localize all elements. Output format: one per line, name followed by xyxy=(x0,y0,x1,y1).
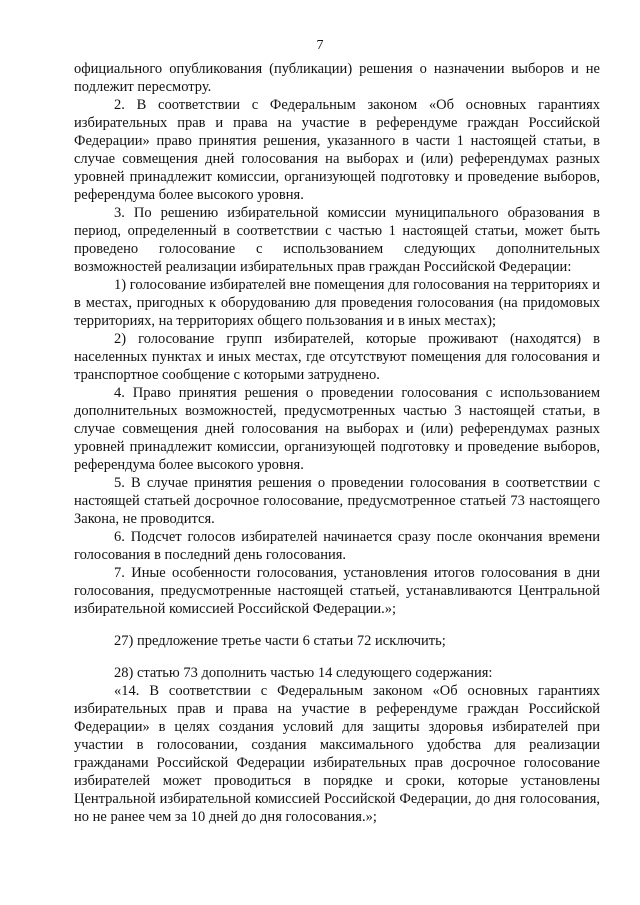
paragraph-amendment-28: 28) статью 73 дополнить частью 14 следующего содержания: xyxy=(114,665,493,681)
paragraph-part-6: 6. Подсчет голосов избирателей начинается сразу после окончания времени голосования в последний день голосования. xyxy=(74,529,600,563)
paragraph-part-4: 4. Право принятия решения о проведении голосования с использованием дополнительных возможностей, предусмотренных частью 3 настоящей статьи, в случае совмещения дней голосования на выборах и (или) референдумах разных уровней принадлежит комиссии, организующей подготовку и проведение выборов, референдума более высокого уровня. xyxy=(74,385,600,473)
paragraph-part-5: 5. В случае принятия решения о проведении голосования в соответствии с настоящей статьей досрочное голосование, предусмотренное статьей 73 настоящего Закона, не проводится. xyxy=(74,475,600,527)
paragraph-part-3: 3. По решению избирательной комиссии муниципального образования в период, определенный в соответствии с частью 1 настоящей статьи, может быть проведено голосование с использованием следующих дополнительных возможностей реализации избирательных прав граждан Российской Федерации: xyxy=(74,205,600,275)
document-body xyxy=(74,60,600,826)
paragraph-part-7: 7. Иные особенности голосования, установления итогов голосования в дни голосования, предусмотренные настоящей статьей, устанавливаются Центральной избирательной комиссией Российской Федерации.»; xyxy=(74,565,600,617)
paragraph-item-1: 1) голосование избирателей вне помещения для голосования на территориях и в местах, пригодных к оборудованию для проведения голосования (на придомовых территориях, на территориях общего пользования и в иных местах); xyxy=(74,277,600,329)
paragraph-amendment-27: 27) предложение третье части 6 статьи 72 исключить; xyxy=(114,633,446,649)
paragraph-part-14-quote: «14. В соответствии с Федеральным законом «Об основных гарантиях избирательных прав и права на участие в референдуме граждан Российской Федерации» в целях создания условий для защиты здоровья избирателей при участии в голосовании, создания максимального удобства для реализации гражданами Российской Федерации избирательных прав досрочное голосование избирателей может проводиться в порядке и сроки, которые установлены Центральной избирательной комиссией Российской Федерации, до дня голосования, но не ранее чем за 10 дней до дня голосования.»; xyxy=(74,683,600,825)
paragraph-item-2: 2) голосование групп избирателей, которые проживают (находятся) в населенных пунктах и иных местах, где отсутствуют помещения для голосования и транспортное сообщение с которыми затруднено. xyxy=(74,331,600,383)
page-number: 7 xyxy=(316,38,324,53)
paragraph-part-2: 2. В соответствии с Федеральным законом «Об основных гарантиях избирательных прав и права на участие в референдуме граждан Российской Федерации» право принятия решения, указанного в части 1 настоящей статьи, в случае совмещения дней голосования на выборах и (или) референдумах разных уровней принадлежит комиссии, организующей подготовку и проведение выборов, референдума более высокого уровня. xyxy=(74,97,600,203)
paragraph-continuation: официального опубликования (публикации) решения о назначении выборов и не подлежит пересмотру. xyxy=(74,61,600,95)
